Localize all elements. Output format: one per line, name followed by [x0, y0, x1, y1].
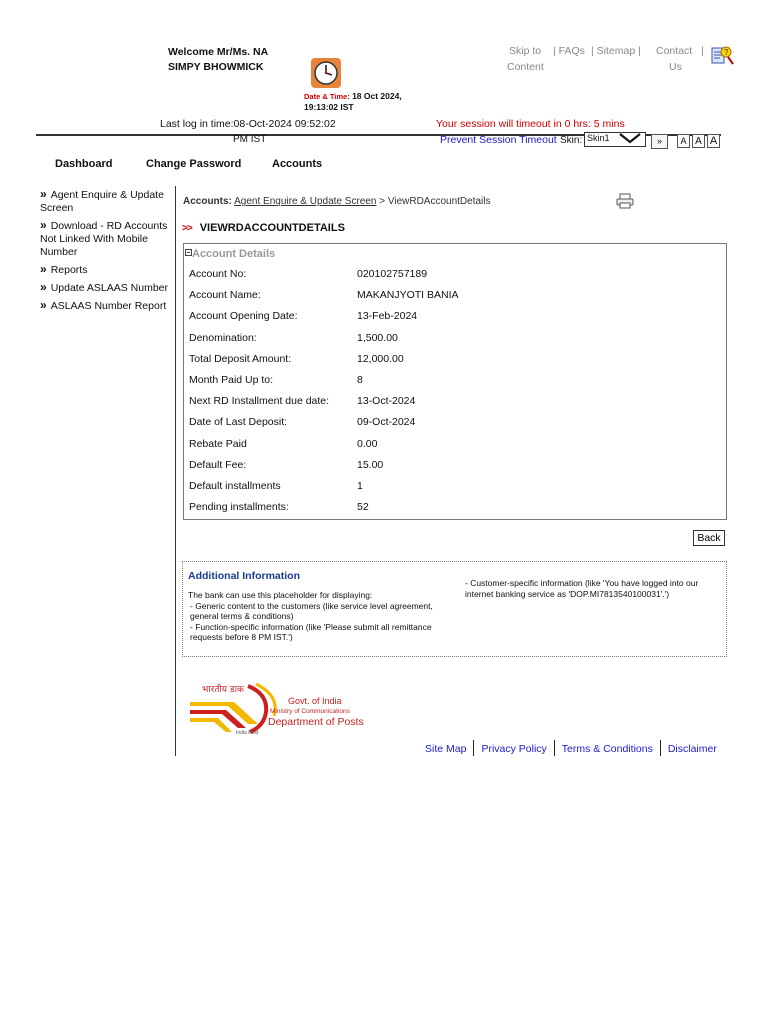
svg-text:?: ? [724, 48, 729, 57]
clock-icon [310, 57, 342, 89]
footer-separator [473, 740, 474, 756]
skin-select[interactable] [584, 132, 646, 147]
breadcrumb [183, 196, 491, 207]
detail-row [189, 455, 719, 476]
datetime-label: Date & Time: [304, 92, 350, 101]
footer-separator [660, 740, 661, 756]
logo-ministry-text: Ministry of Communications [270, 708, 350, 715]
detail-row [189, 497, 719, 518]
detail-value: MAKANJYOTI BANIA [357, 289, 459, 302]
font-medium-button[interactable]: A [692, 134, 705, 148]
detail-label: Default Fee: [189, 458, 247, 471]
sitemap-link[interactable]: | Sitemap | [591, 45, 641, 57]
datetime-time: 19:13:02 IST [304, 102, 354, 112]
detail-label: Month Paid Up to: [189, 373, 274, 386]
detail-row [189, 306, 719, 327]
detail-label: Total Deposit Amount: [189, 352, 292, 365]
detail-row [189, 264, 719, 285]
detail-value: 12,000.00 [357, 352, 404, 365]
logo-department-text: Department of Posts [268, 716, 364, 728]
detail-label: Default installments [189, 479, 281, 492]
prevent-session-timeout-link[interactable]: Prevent Session Timeout [440, 134, 557, 146]
additional-info-bullet: - Function-specific information (like 'Please submit all remittance requests before 8 PM IST.') [190, 621, 432, 642]
top-links [505, 43, 705, 75]
page-title-text: VIEWRDACCOUNTDETAILS [199, 222, 345, 234]
additional-info-right: - Customer-specific information (like 'You have logged into our internet banking service as 'DOP.MI7813540100031'.') [465, 578, 699, 599]
sidebar-bullet-icon: » [40, 262, 47, 276]
skip-to-content-link-line2[interactable]: Content [507, 61, 544, 73]
logo-india-post-text: India Post [236, 730, 259, 736]
sidebar-divider [175, 186, 176, 756]
footer-separator [554, 740, 555, 756]
detail-row [189, 285, 719, 306]
sidebar-bullet-icon: » [40, 218, 47, 232]
breadcrumb-current: > ViewRDAccountDetails [376, 196, 491, 207]
detail-label: Account Opening Date: [189, 310, 298, 323]
footer-disclaimer-link[interactable]: Disclaimer [667, 743, 717, 755]
detail-value: 8 [357, 373, 363, 386]
nav-change-password[interactable]: Change Password [146, 158, 242, 170]
detail-value: 1 [357, 479, 363, 492]
sidebar-bullet-icon: » [40, 187, 47, 201]
nav-accounts[interactable]: Accounts [272, 158, 323, 170]
account-details-rows [189, 264, 719, 518]
detail-value: 13-Feb-2024 [357, 310, 418, 323]
sidebar-item-download-rd[interactable] [40, 219, 170, 259]
detail-label: Account No: [189, 268, 247, 280]
sidebar-item-label: Download - RD Accounts Not Linked With Mobile Number [40, 220, 168, 258]
detail-label: Account Name: [189, 289, 261, 302]
last-login-time: Last log in time:08-Oct-2024 09:52:02 [160, 118, 336, 130]
skin-label: Skin: [560, 135, 583, 146]
chevron-down-icon [617, 131, 643, 145]
detail-value: 15.00 [357, 458, 384, 471]
detail-value: 0.00 [357, 437, 378, 450]
detail-value: 1,500.00 [357, 331, 398, 344]
detail-value: 52 [357, 501, 369, 514]
sidebar-bullet-icon: » [40, 298, 47, 312]
sidebar-item-label: Reports [50, 264, 88, 276]
print-icon[interactable] [616, 193, 634, 209]
footer-site-map-link[interactable]: Site Map [425, 743, 467, 755]
detail-row [189, 370, 719, 391]
datetime-date: 18 Oct 2024, [349, 91, 402, 101]
datetime-display [304, 91, 402, 113]
account-details-legend[interactable] [185, 248, 275, 260]
detail-row [189, 328, 719, 349]
welcome-block [168, 45, 268, 75]
detail-label: Pending installments: [189, 501, 289, 514]
font-small-button[interactable]: A [677, 134, 690, 148]
skin-select-value: Skin1 [587, 133, 610, 143]
logo-govt-text: Govt. of India [288, 696, 342, 706]
welcome-username: SIMPY BHOWMICK [168, 61, 264, 73]
footer-terms-link[interactable]: Terms & Conditions [561, 743, 653, 755]
skin-apply-button[interactable]: » [651, 134, 668, 149]
faqs-link[interactable]: | FAQs [553, 45, 585, 57]
back-button[interactable]: Back [693, 530, 725, 546]
detail-label: Date of Last Deposit: [189, 416, 288, 429]
sidebar-item-label: Update ASLAAS Number [50, 282, 169, 294]
detail-row [189, 476, 719, 497]
india-post-logo [188, 682, 368, 738]
detail-value: 020102757189 [357, 268, 428, 280]
sidebar-item-agent-enquire[interactable] [40, 188, 170, 215]
welcome-greeting: Welcome Mr/Ms. NA [168, 46, 269, 58]
sidebar-item-reports[interactable] [40, 263, 170, 277]
detail-label: Denomination: [189, 331, 257, 344]
sidebar-item-label: Agent Enquire & Update Screen [40, 189, 164, 214]
title-arrow-icon: >> [182, 223, 192, 234]
detail-label: Rebate Paid [189, 437, 247, 450]
detail-value: 09-Oct-2024 [357, 416, 416, 429]
page-title [182, 222, 345, 234]
additional-info-left [188, 590, 458, 643]
session-timeout-text: Your session will timeout in 0 hrs: 5 mins [436, 118, 625, 130]
detail-row [189, 349, 719, 370]
account-details-legend-label: Account Details [192, 248, 276, 260]
logo-hindi-text: भारतीय डाक [202, 685, 244, 695]
sidebar-item-label: ASLAAS Number Report [50, 300, 167, 312]
additional-info-title: Additional Information [188, 570, 300, 582]
footer-links [425, 740, 717, 756]
contact-us-link-line2[interactable]: Us [669, 61, 682, 73]
detail-label: Next RD Installment due date: [189, 395, 330, 408]
breadcrumb-link-agent-enquire[interactable]: Agent Enquire & Update Screen [234, 196, 377, 207]
last-login-time-suffix: PM IST [233, 134, 267, 145]
detail-row [189, 434, 719, 455]
help-icon[interactable] [709, 44, 735, 66]
sidebar-item-update-aslaas[interactable] [40, 281, 170, 295]
additional-info-intro: The bank can use this placeholder for displaying: [188, 590, 373, 600]
breadcrumb-prefix: Accounts: [183, 196, 232, 207]
nav-dashboard[interactable]: Dashboard [55, 158, 113, 170]
detail-value: 13-Oct-2024 [357, 395, 416, 408]
skip-to-content-link[interactable]: Skip to [509, 45, 542, 57]
collapse-icon[interactable] [185, 249, 192, 256]
link-separator: | [701, 45, 704, 57]
additional-info-bullet: - Generic content to the customers (like service level agreement, general terms & conditions) [190, 600, 433, 621]
sidebar-item-aslaas-report[interactable] [40, 299, 170, 313]
detail-row [189, 391, 719, 412]
sidebar [40, 188, 170, 317]
detail-row [189, 412, 719, 433]
sidebar-bullet-icon: » [40, 280, 47, 294]
contact-us-link[interactable]: Contact [656, 45, 693, 57]
footer-privacy-link[interactable]: Privacy Policy [481, 743, 547, 755]
font-large-button[interactable]: A [707, 134, 720, 148]
